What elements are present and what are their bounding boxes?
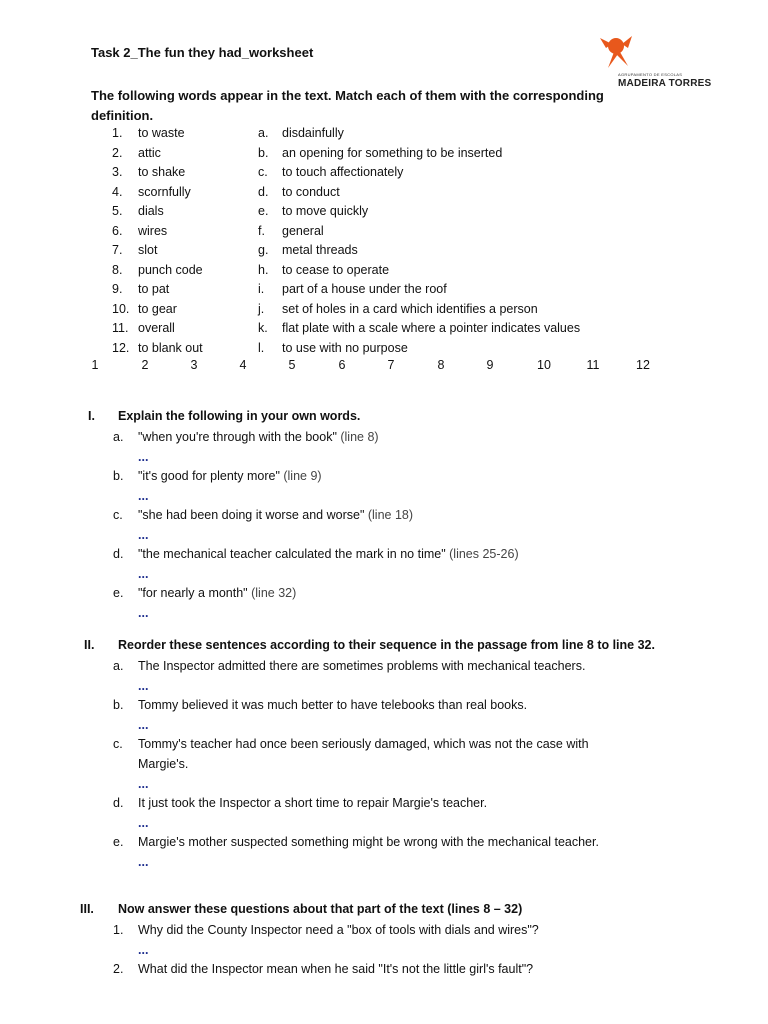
answer-number: 8 [437,358,445,372]
answer-number: 7 [387,358,395,372]
item-letter: b. [113,698,124,712]
matching-row [0,279,768,299]
definition-letter: c. [258,165,268,179]
word: overall [138,321,175,335]
line-ref: (line 9) [279,469,322,483]
definition: flat plate with a scale where a pointer indicates values [282,321,581,335]
sentence: Tommy's teacher had once been seriously damaged, which was not the case with [138,737,589,751]
word-number: 10. [112,302,130,316]
definition: to conduct [282,185,340,199]
answer-number: 6 [338,358,346,372]
line-ref: (line 32) [247,586,297,600]
item-letter: a. [113,430,124,444]
answer-space[interactable]: ... [138,679,149,693]
matching-row [0,240,768,260]
word: to shake [138,165,186,179]
answer-number: 9 [486,358,494,372]
definition: an opening for something to be inserted [282,146,503,160]
definition-letter: e. [258,204,269,218]
matching-row [0,123,768,143]
quote: "the mechanical teacher calculated the mark in no time" [138,547,446,561]
answer-space[interactable]: ... [138,450,149,464]
answer-number: 3 [190,358,198,372]
word: wires [138,224,168,238]
definition: to cease to operate [282,263,390,277]
matching-row [0,221,768,241]
section-title: Explain the following in your own words. [118,409,361,423]
item-letter: c. [113,508,123,522]
word-number: 8. [112,263,123,277]
word-number: 5. [112,204,123,218]
answer-space[interactable]: ... [138,855,149,869]
item-number: 1. [113,923,124,937]
word: scornfully [138,185,191,199]
answer-number: 2 [141,358,149,372]
answer-number: 4 [239,358,247,372]
logo-small-text: AGRUPAMENTO DE ESCOLAS [618,72,683,77]
answer-space[interactable]: ... [138,943,149,957]
answer-space[interactable]: ... [138,567,149,581]
item-number: 2. [113,962,124,976]
word: to gear [138,302,177,316]
definition: to touch affectionately [282,165,404,179]
word-number: 3. [112,165,123,179]
answer-number: 1 [91,358,99,372]
item-letter: b. [113,469,124,483]
line-ref: (line 18) [364,508,414,522]
word: to pat [138,282,170,296]
word: to waste [138,126,185,140]
definition-letter: j. [258,302,265,316]
answer-space[interactable]: ... [138,718,149,732]
item-letter: d. [113,547,124,561]
matching-row [0,162,768,182]
word: attic [138,146,161,160]
line-ref: (line 8) [336,430,379,444]
definition-letter: l. [258,341,265,355]
definition-letter: d. [258,185,269,199]
definition: metal threads [282,243,358,257]
question: Why did the County Inspector need a "box of tools with dials and wires"? [138,923,539,937]
answer-space[interactable]: ... [138,777,149,791]
line-ref: (lines 25-26) [445,547,519,561]
school-logo [598,34,718,94]
matching-row [0,299,768,319]
intro-instructions: The following words appear in the text. Match each of them with the corresponding definition. [91,88,604,123]
word-number: 9. [112,282,123,296]
definition-letter: b. [258,146,269,160]
definition-letter: k. [258,321,268,335]
definition-letter: f. [258,224,265,238]
word-number: 7. [112,243,123,257]
definition: to use with no purpose [282,341,408,355]
word: punch code [138,263,203,277]
page-title: Task 2_The fun they had_worksheet [91,45,314,60]
word-number: 11. [112,321,129,335]
section-numeral: I. [88,409,95,423]
matching-row [0,318,768,338]
logo-name: MADEIRA TORRES [618,78,712,89]
sentence: It just took the Inspector a short time to repair Margie's teacher. [138,796,488,810]
item-letter: a. [113,659,124,673]
quote: "when you're through with the book" [138,430,337,444]
answer-space[interactable]: ... [138,489,149,503]
word: slot [138,243,158,257]
sentence: Margie's mother suspected something might be wrong with the mechanical teacher. [138,835,599,849]
quote: "she had been doing it worse and worse" [138,508,365,522]
answer-number: 11 [586,358,600,372]
item-letter: c. [113,737,123,751]
item-letter: d. [113,796,124,810]
section-title: Now answer these questions about that part of the text (lines 8 – 32) [118,902,523,916]
word: dials [138,204,164,218]
definition: general [282,224,324,238]
section-numeral: II. [84,638,95,652]
definition-letter: i. [258,282,265,296]
matching-row [0,143,768,163]
definition: disdainfully [282,126,344,140]
answer-number: 10 [537,358,551,372]
answer-space[interactable]: ... [138,606,149,620]
logo-mark-icon [598,34,638,70]
quote: "for nearly a month" [138,586,248,600]
word-number: 6. [112,224,123,238]
definition-letter: a. [258,126,269,140]
answer-space[interactable]: ... [138,528,149,542]
question: What did the Inspector mean when he said "It's not the little girl's fault"? [138,962,534,976]
word: to blank out [138,341,203,355]
definition-letter: g. [258,243,269,257]
matching-row [0,201,768,221]
word-number: 2. [112,146,123,160]
item-letter: e. [113,835,124,849]
section-numeral: III. [80,902,94,916]
answer-number: 12 [636,358,650,372]
sentence: Tommy believed it was much better to have telebooks than real books. [138,698,528,712]
answer-number: 5 [288,358,296,372]
quote: "it's good for plenty more" [138,469,280,483]
item-letter: e. [113,586,124,600]
word-number: 1. [112,126,123,140]
sentence-continued: Margie's. [138,757,189,771]
answer-space[interactable]: ... [138,816,149,830]
matching-row [0,182,768,202]
matching-row [0,260,768,280]
word-number: 4. [112,185,123,199]
definition: to move quickly [282,204,369,218]
definition-letter: h. [258,263,269,277]
definition: part of a house under the roof [282,282,447,296]
sentence: The Inspector admitted there are sometimes problems with mechanical teachers. [138,659,586,673]
word-number: 12. [112,341,130,355]
matching-row [0,338,768,358]
definition: set of holes in a card which identifies a person [282,302,538,316]
section-title: Reorder these sentences according to their sequence in the passage from line 8 to line 32. [118,638,655,652]
